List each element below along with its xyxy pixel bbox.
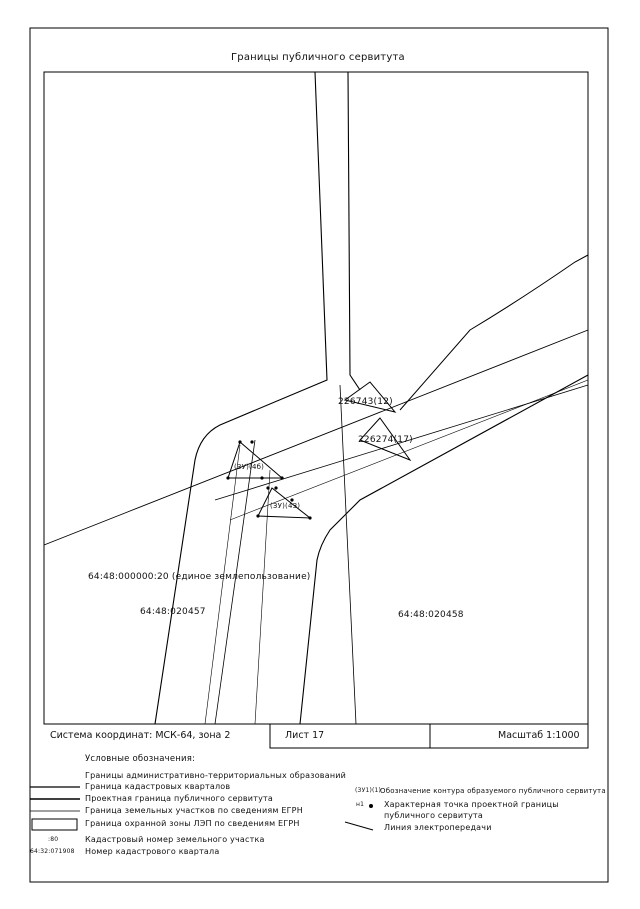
legend-contour: Обозначение контура образуемого публичного сервитута <box>380 787 606 795</box>
quarter-boundary-right-lower <box>300 375 588 724</box>
parcel-boundary-diag-1 <box>44 330 588 545</box>
legend-quarter-code: 64:32:071908 <box>30 848 75 855</box>
point-label-b: (ЗУ)(4З) <box>270 502 301 510</box>
point-marker <box>226 476 229 479</box>
legend-servitude: Проектная граница публичного сервитута <box>85 794 273 803</box>
quarter-boundary-mid <box>348 72 360 390</box>
parcel-label-common: 64:48:000000:20 (единое землепользование) <box>88 572 311 582</box>
point-marker <box>260 476 263 479</box>
map-frame <box>44 72 588 724</box>
point-label-a: (ЗУ)(4б) <box>234 463 265 471</box>
quarter-label-right: 64:48:020458 <box>398 610 464 620</box>
legend-point-code: н1 <box>356 801 365 808</box>
legend-point-symbol <box>369 804 373 808</box>
map-title: Границы публичного сервитута <box>231 52 405 63</box>
point-marker <box>280 476 283 479</box>
servitude-contour-3 <box>228 442 282 478</box>
legend-heading: Условные обозначения: <box>85 754 196 764</box>
coord-system: Система координат: МСК-64, зона 2 <box>50 730 231 741</box>
legend-point: Характерная точка проектной границы публичного сервитута <box>384 800 559 820</box>
sheet-number: Лист 17 <box>285 730 325 741</box>
point-marker <box>238 440 241 443</box>
legend-contour-code: (ЗУ1)(1) <box>355 787 382 794</box>
legend-admin: Границы административно-территориальных образований <box>85 771 347 780</box>
legend-zone: Граница охранной зоны ЛЭП по сведениям ЕГРН <box>85 819 300 828</box>
legend-line-power <box>345 822 373 830</box>
quarter-label-left: 64:48:020457 <box>140 607 206 617</box>
parcel-boundary-vertical <box>340 385 356 724</box>
point-marker <box>308 516 311 519</box>
quarter-boundary-right-upper <box>400 255 588 410</box>
legend-parcel-number: Кадастровый номер земельного участка <box>85 835 265 844</box>
zone-label-b: 226274(17) <box>358 435 413 445</box>
legend-box-zone <box>32 819 77 830</box>
legend-quarter-number: Номер кадастрового квартала <box>85 847 220 856</box>
point-marker <box>274 486 277 489</box>
point-marker <box>250 440 253 443</box>
point-marker <box>266 486 269 489</box>
legend-power-line: Линия электропередачи <box>384 823 492 832</box>
legend-parcel: Граница земельных участков по сведениям ЕГРН <box>85 806 303 815</box>
scale-label: Масштаб 1:1000 <box>498 730 580 741</box>
point-marker <box>256 514 259 517</box>
legend-parcel-code: :80 <box>48 836 59 843</box>
zone-label-a: 226743(12) <box>338 397 393 407</box>
quarter-boundary-left <box>155 72 327 724</box>
legend-quarter: Граница кадастровых кварталов <box>85 782 231 791</box>
